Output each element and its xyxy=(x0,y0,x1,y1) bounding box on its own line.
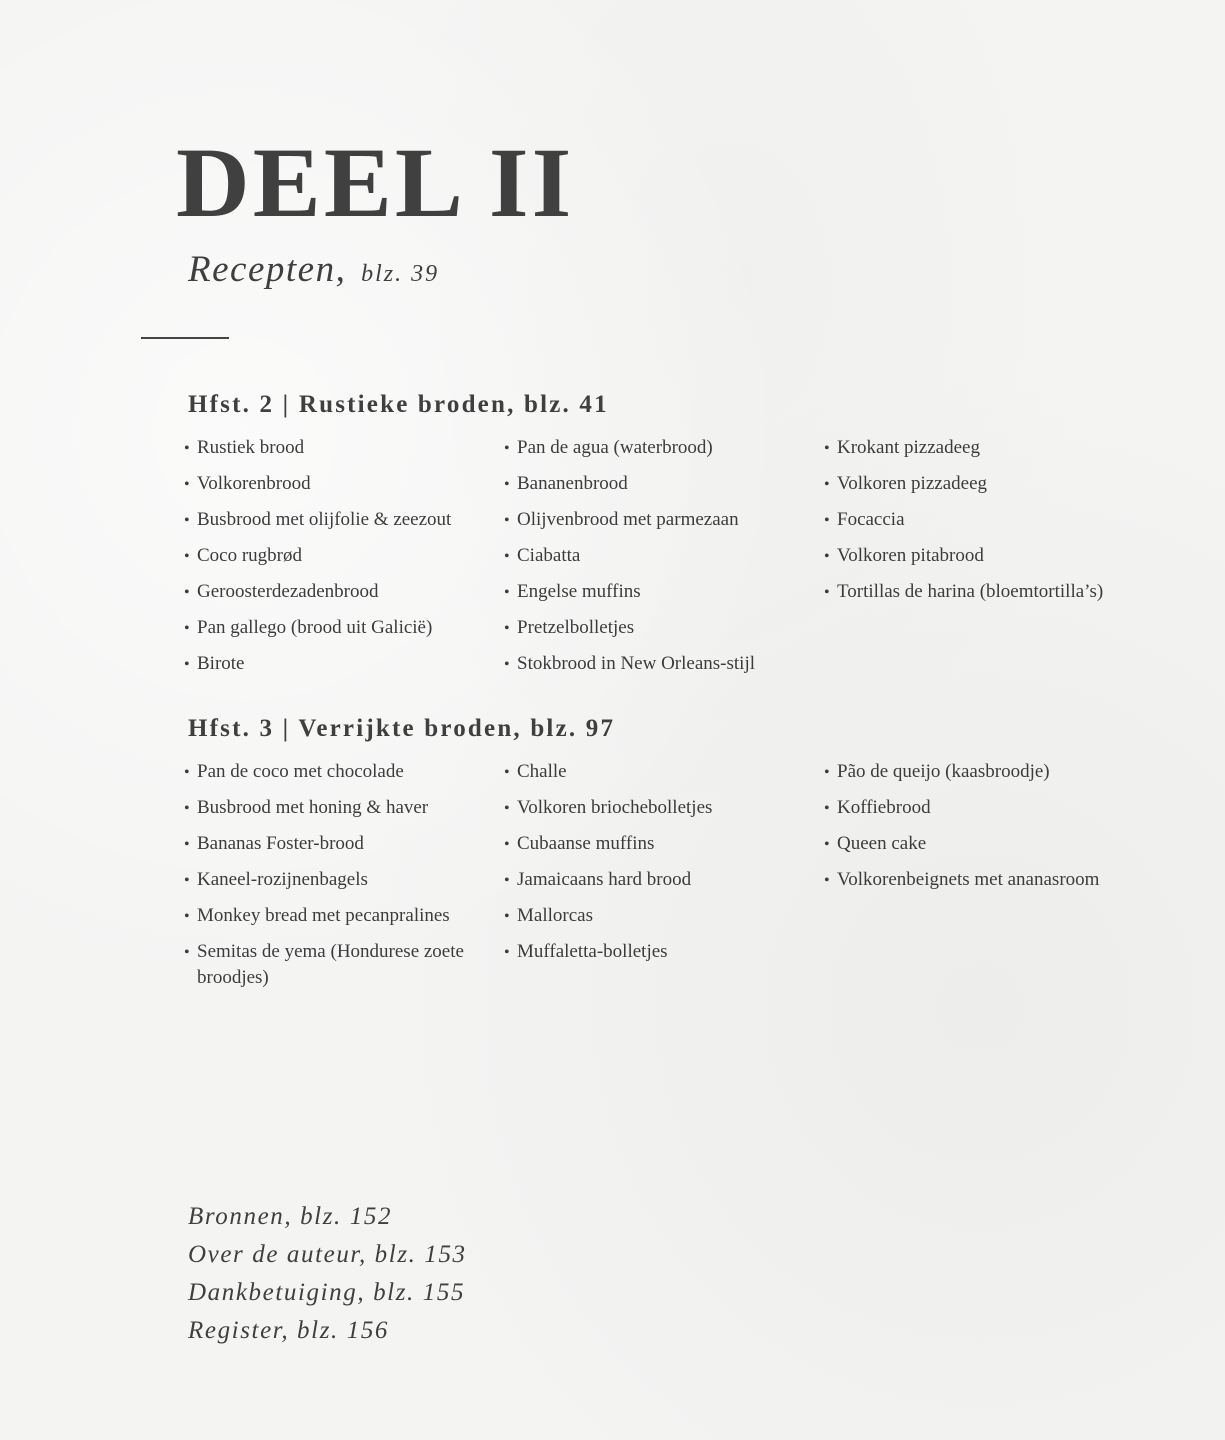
bullet-icon: • xyxy=(824,476,830,493)
bullet-icon: • xyxy=(184,512,190,529)
recipe-item: • Pretzelbolletjes xyxy=(504,615,824,641)
recipe-item: • Olijvenbrood met parmezaan xyxy=(504,507,824,533)
bullet-icon: • xyxy=(184,908,190,925)
bullet-icon: • xyxy=(824,764,830,781)
bullet-icon: • xyxy=(504,620,510,637)
bullet-icon: • xyxy=(824,548,830,565)
bullet-icon: • xyxy=(504,872,510,889)
bullet-icon: • xyxy=(184,548,190,565)
recipe-column-2 xyxy=(504,759,824,1000)
bullet-icon: • xyxy=(504,548,510,565)
recipe-item: • Stokbrood in New Orleans-stijl xyxy=(504,651,824,677)
bullet-icon: • xyxy=(184,872,190,889)
part-title: DEEL II xyxy=(176,127,575,238)
recipe-item: • Challe xyxy=(504,759,824,785)
recipe-item: • Kaneel-rozijnenbagels xyxy=(184,867,504,893)
recipe-item: • Volkorenbeignets met ananasroom xyxy=(824,867,1144,893)
backmatter-item-dankbetuiging: Dankbetuiging, blz. 155 xyxy=(188,1279,466,1306)
bullet-icon: • xyxy=(824,800,830,817)
recipe-item: • Cubaanse muffins xyxy=(504,831,824,857)
bullet-icon: • xyxy=(824,584,830,601)
bullet-icon: • xyxy=(504,836,510,853)
recipe-item: • Busbrood met olijfolie & zeezout xyxy=(184,507,504,533)
recipe-item: • Bananenbrood xyxy=(504,471,824,497)
recipe-item: • Volkoren pizzadeeg xyxy=(824,471,1144,497)
bullet-icon: • xyxy=(184,764,190,781)
bullet-icon: • xyxy=(504,800,510,817)
recipe-column-1 xyxy=(184,435,504,687)
divider-rule xyxy=(141,337,229,339)
recipe-column-3 xyxy=(824,759,1144,1000)
bullet-icon: • xyxy=(184,656,190,673)
recipe-item: • Busbrood met honing & haver xyxy=(184,795,504,821)
part-subtitle-label: Recepten, xyxy=(188,249,347,290)
recipe-item: • Queen cake xyxy=(824,831,1144,857)
recipe-item: • Pan de agua (waterbrood) xyxy=(504,435,824,461)
recipe-item: • Bananas Foster-brood xyxy=(184,831,504,857)
bullet-icon: • xyxy=(184,440,190,457)
recipe-item: • Muffaletta-bolletjes xyxy=(504,939,824,965)
chapter-heading: Hfst. 2 | Rustieke broden, blz. 41 xyxy=(188,391,609,418)
bullet-icon: • xyxy=(504,476,510,493)
part-subtitle-page: blz. 39 xyxy=(361,261,440,287)
recipe-item: • Semitas de yema (Hondurese zoete broodjes) xyxy=(184,941,464,988)
recipe-item: • Rustiek brood xyxy=(184,435,504,461)
chapter-3-section xyxy=(184,713,1148,1000)
recipe-item: • Focaccia xyxy=(824,507,1144,533)
bullet-icon: • xyxy=(504,512,510,529)
bullet-icon: • xyxy=(184,584,190,601)
recipe-item: • Tortillas de harina (bloemtortilla’s) xyxy=(824,579,1144,605)
bullet-icon: • xyxy=(504,656,510,673)
bullet-icon: • xyxy=(824,872,830,889)
bullet-icon: • xyxy=(184,620,190,637)
bullet-icon: • xyxy=(504,944,510,961)
bullet-icon: • xyxy=(504,440,510,457)
bullet-icon: • xyxy=(184,800,190,817)
part-subtitle xyxy=(188,248,439,291)
recipe-item: • Koffiebrood xyxy=(824,795,1144,821)
recipe-item: • Engelse muffins xyxy=(504,579,824,605)
recipe-item: • Jamaicaans hard brood xyxy=(504,867,824,893)
recipe-item: • Birote xyxy=(184,651,504,677)
recipe-item: • Krokant pizzadeeg xyxy=(824,435,1144,461)
bullet-icon: • xyxy=(504,584,510,601)
backmatter-item-bronnen: Bronnen, blz. 152 xyxy=(188,1203,393,1230)
recipe-item: • Monkey bread met pecanpralines xyxy=(184,903,504,929)
recipe-columns xyxy=(184,435,1148,687)
recipe-item: • Coco rugbrød xyxy=(184,543,504,569)
backmatter-list xyxy=(188,1198,467,1350)
backmatter-item-register: Register, blz. 156 xyxy=(188,1317,390,1344)
recipe-item: • Volkoren briochebolletjes xyxy=(504,795,824,821)
chapter-heading: Hfst. 3 | Verrijkte broden, blz. 97 xyxy=(188,715,616,742)
bullet-icon: • xyxy=(504,764,510,781)
recipe-column-2 xyxy=(504,435,824,687)
bullet-icon: • xyxy=(824,512,830,529)
bullet-icon: • xyxy=(184,836,190,853)
bullet-icon: • xyxy=(504,908,510,925)
recipe-column-1 xyxy=(184,759,504,1000)
bullet-icon: • xyxy=(184,476,190,493)
chapter-2-section xyxy=(184,389,1148,687)
recipe-item: • Pan de coco met chocolade xyxy=(184,759,504,785)
recipe-item: • Geroosterdezadenbrood xyxy=(184,579,504,605)
recipe-item: • Pan gallego (brood uit Galicië) xyxy=(184,615,504,641)
recipe-item: • Mallorcas xyxy=(504,903,824,929)
recipe-item: • Volkoren pitabrood xyxy=(824,543,1144,569)
recipe-columns xyxy=(184,759,1148,1000)
recipe-item: • Ciabatta xyxy=(504,543,824,569)
recipe-column-3 xyxy=(824,435,1144,687)
recipe-item: • Volkorenbrood xyxy=(184,471,504,497)
bullet-icon: • xyxy=(184,944,190,961)
bullet-icon: • xyxy=(824,440,830,457)
backmatter-item-over-de-auteur: Over de auteur, blz. 153 xyxy=(188,1241,467,1268)
bullet-icon: • xyxy=(824,836,830,853)
recipe-item: • Pão de queijo (kaasbroodje) xyxy=(824,759,1144,785)
